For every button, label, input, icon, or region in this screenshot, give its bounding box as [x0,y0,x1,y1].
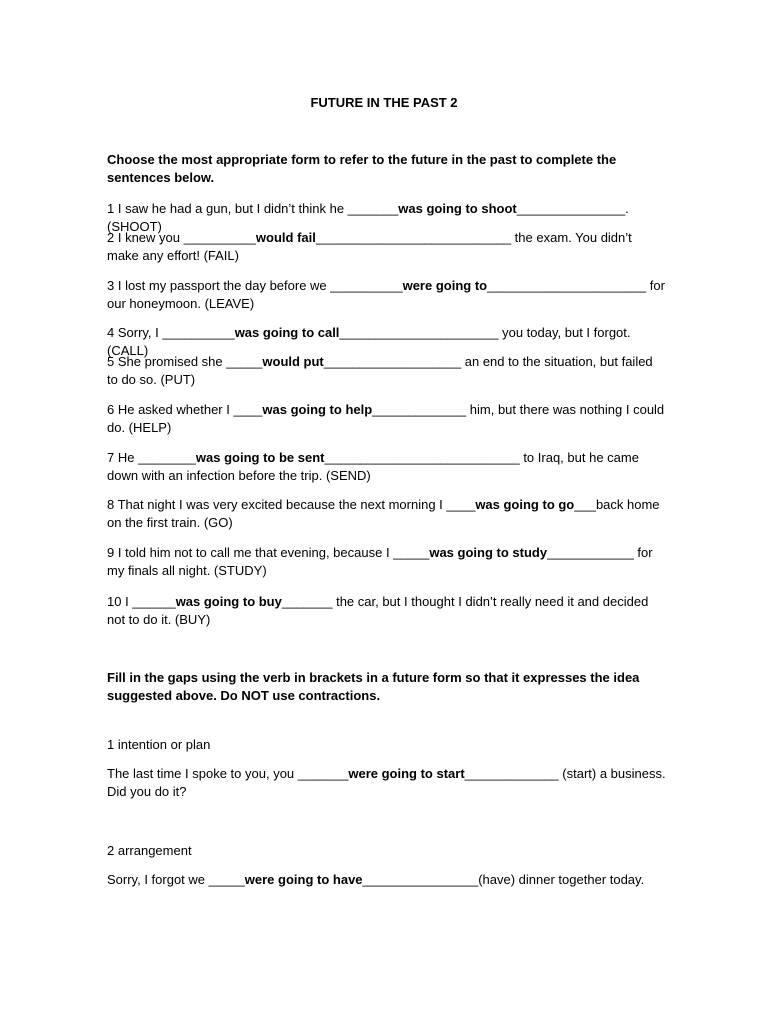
item-text: ______________________ for our honeymoon. (LEAVE) [107,278,665,311]
item-text: ___________________________ to Iraq, but he came down with an infection before the trip. (SEND) [107,450,639,483]
item-text: ________________(have) dinner together today. [362,872,645,887]
exercise-item-10 [107,593,667,629]
item-text: _______ the car, but I thought I didn’t really need it and decided not to do it. (BUY) [107,594,649,627]
item-answer: would fail [255,230,316,245]
item-text: 8 That night I was very excited because the next morning I ____ [107,497,476,512]
item-answer: was going to shoot [398,201,517,216]
item-answer: were going to [402,278,488,293]
item-text: ____________ for my finals all night. (STUDY) [107,545,653,578]
item-text: _____________ him, but there was nothing I could do. (HELP) [107,402,665,435]
item-answer: would put [262,354,324,369]
section2-label-1: 1 intention or plan [107,737,211,752]
item-answer: was going to go [475,497,575,512]
section1-instructions: Choose the most appropriate form to refer to the future in the past to complete the sentences below. [107,152,617,185]
item-text: _______________. (SHOOT) [107,201,629,234]
item-text: 9 I told him not to call me that evening, because I _____ [107,545,430,560]
section2-label-2: 2 arrangement [107,843,192,858]
item-answer: were going to start [348,766,465,781]
item-text: ___back home on the first train. (GO) [107,497,660,530]
item-answer: was going to help [262,402,373,417]
exercise-item-8 [107,496,667,532]
exercise-item-3 [107,277,667,313]
item-text: _____________ (start) a business. Did you do it? [107,766,666,799]
item-text: 5 She promised she _____ [107,354,263,369]
item-answer: was going to be sent [195,450,325,465]
item-text: 6 He asked whether I ____ [107,402,263,417]
item-answer: was going to buy [175,594,282,609]
item-answer: was going to call [234,325,340,340]
item-text: 2 I knew you __________ [107,230,256,245]
item-text: ___________________________ the exam. You didn’t make any effort! (FAIL) [107,230,632,263]
exercise-item-9 [107,544,667,580]
section2-item-1 [107,765,667,801]
item-text: Sorry, I forgot we _____ [107,872,245,887]
item-text: 7 He ________ [107,450,196,465]
item-text: 1 I saw he had a gun, but I didn’t think he _______ [107,201,399,216]
page-title: FUTURE IN THE PAST 2 [310,95,458,110]
item-answer: was going to study [429,545,548,560]
item-text: The last time I spoke to you, you _______ [107,766,349,781]
item-text: ___________________ an end to the situation, but failed to do so. (PUT) [107,354,653,387]
section2-item-2 [107,871,667,889]
item-text: 4 Sorry, I __________ [107,325,235,340]
exercise-item-6 [107,401,667,437]
item-text: 10 I ______ [107,594,176,609]
exercise-item-7 [107,449,667,485]
item-text: 3 I lost my passport the day before we __________ [107,278,403,293]
exercise-item-2 [107,229,667,265]
exercise-item-5 [107,353,667,389]
item-answer: were going to have [244,872,363,887]
item-text: ______________________ you today, but I forgot. (CALL) [107,325,631,358]
section2-instructions: Fill in the gaps using the verb in brackets in a future form so that it expresses the idea suggested above. Do NOT use contractions. [107,670,640,703]
